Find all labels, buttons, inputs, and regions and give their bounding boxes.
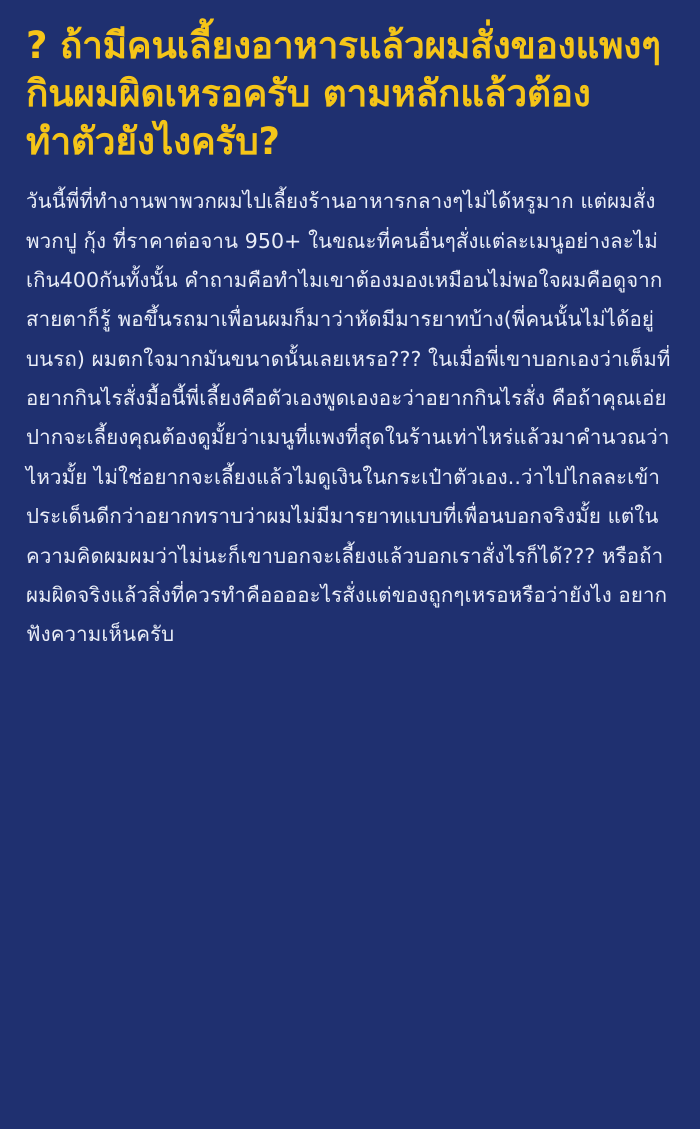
post-body: วันนี้พี่ที่ทำงานพาพวกผมไปเลี้ยงร้านอาหารกลางๆไม่ได้หรูมาก แต่ผมสั่งพวกปู กุ้ง ที่ราคาต่อจาน 950+ ในขณะที่คนอื่นๆสั่งแต่ละเมนูอย่างละไม่เกิน400กันทั้งนั้น คำถามคือทำไมเขาต้องมองเหมือนไม่พอใจผมคือดูจากสายตาก็รู้ พอขึ้นรถมาเพื่อนผมก็มาว่าหัดมีมารยาทบ้าง(พี่คนนั้นไม่ได้อยู่บนรถ) ผมตกใจมากมันขนาดนั้นเลยเหรอ??? ในเมื่อพี่เขาบอกเองว่าเต็มที่อยากกินไรสั่งมื้อนี้พี่เลี้ยงคือตัวเองพูดเองอะว่าอยากกินไรสั่ง คือถ้าคุณเอ่ยปากจะเลี้ยงคุณต้องดูมั้ยว่าเมนูที่แพงที่สุดในร้านเท่าไหร่แล้วมาคำนวณว่าไหวมั้ย ไม่ใช่อยากจะเลี้ยงแล้วไมดูเงินในกระเป๋าตัวเอง..ว่าไปไกลละเข้าประเด็นดีกว่าอยากทราบว่าผมไม่มีมารยาทแบบที่เพื่อนบอกจริงมั้ย แต่ในความคิดผมผมว่าไม่นะก็เขาบอกจะเลี้ยงแล้วบอกเราสั่งไรก็ได้??? หรือถ้าผมผิดจริงแล้วสิ่งที่ควรทำคืออออะไรสั่งแต่ของถูกๆเหรอหรือว่ายังไง อยากฟังความเห็นครับ — [26, 189, 671, 647]
post-title: ? ถ้ามีคนเลี้ยงอาหารแล้วผมสั่งของแพงๆกินผมผิดเหรอครับ ตามหลักแล้วต้องทำตัวยังไงครับ? — [26, 24, 661, 164]
